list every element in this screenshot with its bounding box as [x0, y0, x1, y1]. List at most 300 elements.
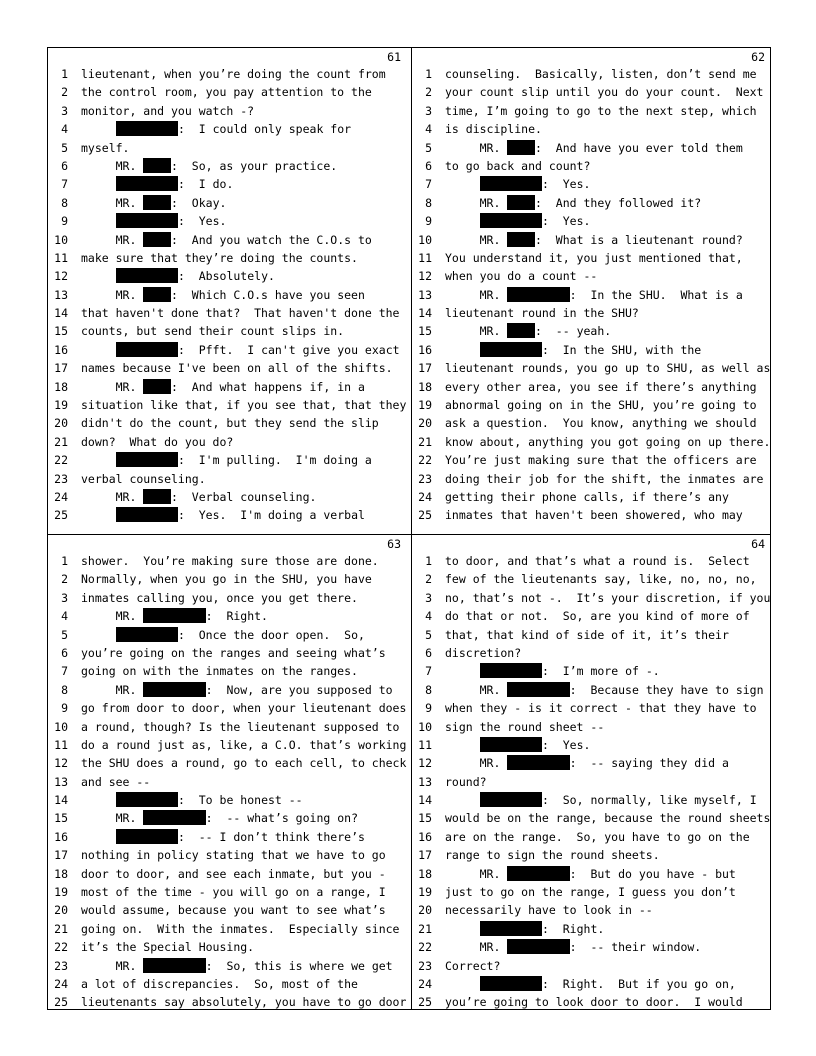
- line-number: 11: [54, 250, 68, 265]
- line-text: : Verbal counseling.: [171, 489, 317, 504]
- transcript-line: [412, 322, 773, 340]
- redaction-box: [480, 213, 542, 228]
- transcript-page-63: [48, 535, 409, 1019]
- line-number: 3: [61, 103, 68, 118]
- line-text: : I do.: [177, 177, 234, 192]
- line-number: 18: [418, 866, 432, 881]
- line-number: 12: [54, 269, 68, 284]
- line-text: lieutenant round in the SHU?: [445, 306, 639, 321]
- transcript-line: [412, 267, 773, 285]
- line-number: 17: [418, 361, 432, 376]
- line-text: MR.: [81, 609, 144, 624]
- line-text: [445, 214, 480, 228]
- line-text: : Yes.: [541, 737, 591, 752]
- line-text: discretion?: [445, 645, 522, 660]
- transcript-line: [412, 920, 773, 938]
- line-text: didn't do the count, but they send the slip: [81, 416, 379, 431]
- line-number: 15: [418, 811, 432, 826]
- redaction-box: [480, 176, 542, 191]
- line-number: 18: [54, 866, 68, 881]
- page-number: 63: [387, 537, 401, 551]
- transcript-line: [48, 589, 409, 607]
- line-number: 19: [418, 398, 432, 413]
- transcript-line: [412, 451, 773, 469]
- transcript-line: [412, 718, 773, 736]
- transcript-line: [48, 975, 409, 993]
- redaction-box: [143, 958, 205, 973]
- line-number: 4: [61, 122, 68, 137]
- transcript-line: [48, 662, 409, 680]
- transcript-line: [412, 570, 773, 588]
- line-text: counts, but send their count slips in.: [81, 324, 345, 339]
- transcript-line: [412, 102, 773, 120]
- line-text: door to door, and see each inmate, but you -: [81, 866, 386, 881]
- line-text: : -- yeah.: [535, 324, 612, 339]
- line-text: MR.: [445, 287, 508, 302]
- transcript-line: [48, 341, 409, 359]
- line-text: [81, 214, 116, 228]
- line-number: 17: [54, 848, 68, 863]
- line-text: : Once the door open. So,: [177, 627, 365, 642]
- redaction-box: [507, 140, 535, 155]
- line-number: 4: [425, 609, 432, 624]
- line-text: myself.: [81, 140, 130, 155]
- line-number: 1: [425, 554, 432, 568]
- line-number: 6: [61, 645, 68, 660]
- line-number: 20: [54, 903, 68, 918]
- line-text: getting their phone calls, if there’s any: [445, 489, 729, 504]
- line-number: 10: [54, 719, 68, 734]
- line-text: Normally, when you go in the SHU, you have: [81, 572, 372, 587]
- line-number: 9: [61, 214, 68, 229]
- line-text: [81, 628, 116, 642]
- line-text: when you do a count --: [445, 269, 598, 284]
- line-text: : Which C.O.s have you seen: [171, 287, 365, 302]
- line-text: know about, anything you got going on up there.: [445, 434, 771, 449]
- line-text: : And you watch the C.O.s to: [171, 232, 372, 247]
- line-number: 13: [54, 287, 68, 302]
- transcript-line: [412, 828, 773, 846]
- transcript-line: [48, 102, 409, 120]
- transcript-line: [48, 249, 409, 267]
- line-text: MR.: [445, 756, 508, 771]
- line-number: 11: [54, 737, 68, 752]
- line-number: 13: [418, 287, 432, 302]
- line-text: : Yes.: [177, 214, 227, 229]
- line-text: : I'm pulling. I'm doing a: [177, 453, 372, 468]
- redaction-box: [507, 287, 569, 302]
- line-text: you’re going on the ranges and seeing what’s: [81, 645, 386, 660]
- redaction-box: [116, 342, 178, 357]
- line-text: MR.: [445, 195, 508, 210]
- line-text: range to sign the round sheets.: [445, 848, 660, 863]
- transcript-line: [48, 920, 409, 938]
- transcript-page-64: [412, 535, 773, 1019]
- transcript-line: [48, 120, 409, 138]
- line-text: MR.: [445, 324, 508, 339]
- line-number: 21: [54, 434, 68, 449]
- line-number: 12: [418, 269, 432, 284]
- redaction-box: [116, 268, 178, 283]
- transcript-line: [412, 139, 773, 157]
- line-text: inmates that haven't been showered, who may: [445, 508, 743, 523]
- line-number: 25: [54, 508, 68, 523]
- line-number: 25: [54, 995, 68, 1010]
- line-text: [81, 508, 116, 522]
- line-text: MR.: [81, 682, 144, 697]
- transcript-line: [412, 865, 773, 883]
- line-number: 14: [54, 793, 68, 808]
- line-number: 16: [418, 829, 432, 844]
- line-number: 3: [425, 103, 432, 118]
- page-number: 61: [387, 50, 401, 64]
- transcript-line: [412, 359, 773, 377]
- line-number: 5: [425, 140, 432, 155]
- line-text: MR.: [445, 140, 508, 155]
- line-number: 2: [425, 572, 432, 587]
- transcript-line: [412, 396, 773, 414]
- transcript-line: [412, 470, 773, 488]
- transcript-line: [48, 322, 409, 340]
- line-text: [81, 453, 116, 467]
- transcript-line: [412, 589, 773, 607]
- transcript-line: [412, 901, 773, 919]
- line-text: : I could only speak for: [177, 122, 352, 137]
- line-number: 1: [61, 67, 68, 81]
- line-text: : Yes. I'm doing a verbal: [177, 508, 365, 523]
- line-text: : Right. But if you go on,: [541, 976, 736, 991]
- line-text: inmates calling you, once you get there.: [81, 590, 358, 605]
- line-text: ask a question. You know, anything we should: [445, 416, 757, 431]
- transcript-line: [412, 304, 773, 322]
- line-number: 14: [54, 306, 68, 321]
- line-number: 23: [54, 471, 68, 486]
- line-number: 1: [425, 67, 432, 81]
- line-text: : And what happens if, in a: [171, 379, 365, 394]
- redaction-box: [480, 737, 542, 752]
- line-text: : Now, are you supposed to: [205, 682, 393, 697]
- line-number: 17: [418, 848, 432, 863]
- transcript-line: [48, 846, 409, 864]
- line-number: 20: [418, 416, 432, 431]
- line-text: [445, 793, 480, 807]
- line-text: [445, 922, 480, 936]
- line-text: [445, 343, 480, 357]
- line-text: do that or not. So, are you kind of more of: [445, 609, 750, 624]
- line-text: doing their job for the shift, the inmates are: [445, 471, 764, 486]
- transcript-line: [48, 809, 409, 827]
- line-text: : In the SHU. What is a: [569, 287, 743, 302]
- redaction-box: [480, 921, 542, 936]
- transcript-line: [48, 286, 409, 304]
- transcript-line: [48, 699, 409, 717]
- transcript-line: [48, 883, 409, 901]
- line-number: 16: [418, 342, 432, 357]
- redaction-box: [143, 158, 171, 173]
- line-text: [81, 177, 116, 191]
- line-text: : -- their window.: [569, 940, 702, 955]
- transcript-line: [48, 83, 409, 101]
- transcript-line: [412, 957, 773, 975]
- line-number: 15: [54, 324, 68, 339]
- line-number: 8: [425, 195, 432, 210]
- line-number: 18: [418, 379, 432, 394]
- page-number: 64: [751, 537, 765, 551]
- line-number: 10: [54, 232, 68, 247]
- line-text: situation like that, if you see that, that they: [81, 398, 407, 413]
- redaction-box: [143, 287, 171, 302]
- line-text: : And have you ever told them: [535, 140, 743, 155]
- transcript-line: [412, 65, 773, 83]
- page-number: 62: [751, 50, 765, 64]
- line-number: 8: [61, 195, 68, 210]
- line-text: when they - is it correct - that they have to: [445, 701, 757, 716]
- line-text: [445, 664, 480, 678]
- line-number: 14: [418, 793, 432, 808]
- line-text: : -- saying they did a: [569, 756, 729, 771]
- line-text: lieutenants say absolutely, you have to go door: [81, 995, 407, 1010]
- line-number: 9: [425, 214, 432, 229]
- redaction-box: [116, 792, 178, 807]
- line-text: MR.: [81, 489, 144, 504]
- line-number: 4: [61, 609, 68, 624]
- line-text: and see --: [81, 774, 151, 789]
- line-text: going on with the inmates on the ranges.: [81, 664, 358, 679]
- redaction-box: [507, 939, 569, 954]
- line-text: : Right.: [205, 609, 268, 624]
- transcript-page-62: [412, 48, 773, 532]
- line-text: MR.: [445, 232, 508, 247]
- line-text: [81, 269, 116, 283]
- line-text: it’s the Special Housing.: [81, 940, 255, 955]
- redaction-box: [507, 232, 535, 247]
- line-number: 6: [425, 158, 432, 173]
- transcript-line: [48, 414, 409, 432]
- transcript-line: [48, 433, 409, 451]
- transcript-line: [412, 83, 773, 101]
- redaction-box: [116, 627, 178, 642]
- line-text: : Because they have to sign: [569, 682, 764, 697]
- line-text: no, that’s not -. It’s your discretion, if you: [445, 590, 771, 605]
- line-text: the SHU does a round, go to each cell, to check: [81, 756, 407, 771]
- line-text: lieutenant, when you’re doing the count from: [81, 67, 386, 81]
- redaction-box: [507, 195, 535, 210]
- line-number: 19: [54, 398, 68, 413]
- line-number: 10: [418, 719, 432, 734]
- line-number: 18: [54, 379, 68, 394]
- line-number: 7: [61, 664, 68, 679]
- transcript-line: [48, 993, 409, 1011]
- line-text: MR.: [445, 866, 508, 881]
- transcript-line: [48, 378, 409, 396]
- redaction-box: [116, 507, 178, 522]
- transcript-line: [412, 120, 773, 138]
- line-text: [445, 738, 480, 752]
- transcript-line: [48, 718, 409, 736]
- line-number: 22: [418, 940, 432, 955]
- transcript-line: [412, 607, 773, 625]
- transcript-line: [412, 378, 773, 396]
- line-number: 4: [425, 122, 432, 137]
- line-text: every other area, you see if there’s anything: [445, 379, 757, 394]
- transcript-line: [412, 414, 773, 432]
- line-text: : Yes.: [541, 177, 591, 192]
- redaction-box: [480, 976, 542, 991]
- transcript-line: [412, 194, 773, 212]
- redaction-box: [507, 682, 569, 697]
- line-number: 13: [418, 774, 432, 789]
- line-number: 15: [418, 324, 432, 339]
- line-text: sign the round sheet --: [445, 719, 605, 734]
- line-text: would be on the range, because the round sheets: [445, 811, 771, 826]
- transcript-line: [412, 938, 773, 956]
- transcript-line: [412, 773, 773, 791]
- line-text: monitor, and you watch -?: [81, 103, 255, 118]
- line-number: 23: [418, 471, 432, 486]
- transcript-line: [412, 883, 773, 901]
- line-text: : Absolutely.: [177, 269, 275, 284]
- line-number: 12: [54, 756, 68, 771]
- line-number: 25: [418, 508, 432, 523]
- line-number: 8: [61, 682, 68, 697]
- transcript-line: [48, 773, 409, 791]
- line-number: 19: [54, 885, 68, 900]
- line-text: : Pfft. I can't give you exact: [177, 342, 400, 357]
- line-number: 7: [425, 177, 432, 192]
- line-text: shower. You’re making sure those are done.: [81, 554, 379, 568]
- redaction-box: [507, 323, 535, 338]
- line-text: : But do you have - but: [569, 866, 736, 881]
- line-text: [81, 793, 116, 807]
- line-text: : -- what’s going on?: [205, 811, 358, 826]
- line-text: nothing in policy stating that we have to go: [81, 848, 386, 863]
- redaction-box: [116, 452, 178, 467]
- line-text: most of the time - you will go on a range, I: [81, 885, 386, 900]
- line-number: 5: [425, 627, 432, 642]
- transcript-line: [412, 249, 773, 267]
- transcript-line: [412, 506, 773, 524]
- transcript-line: [48, 359, 409, 377]
- line-number: 11: [418, 250, 432, 265]
- line-text: down? What do you do?: [81, 434, 234, 449]
- line-text: MR.: [81, 195, 144, 210]
- transcript-line: [48, 570, 409, 588]
- line-number: 6: [61, 158, 68, 173]
- line-text: : Right.: [541, 921, 605, 936]
- line-number: 23: [54, 958, 68, 973]
- line-text: lieutenant rounds, you go up to SHU, as well as: [445, 361, 771, 376]
- line-number: 2: [61, 572, 68, 587]
- transcript-line: [412, 736, 773, 754]
- transcript-line: [412, 157, 773, 175]
- line-text: make sure that they’re doing the counts.: [81, 250, 358, 265]
- line-number: 24: [418, 489, 432, 504]
- transcript-line: [412, 846, 773, 864]
- redaction-box: [116, 213, 178, 228]
- transcript-line: [412, 552, 773, 570]
- transcript-page-61: [48, 48, 409, 532]
- transcript-line: [48, 157, 409, 175]
- transcript-line: [48, 212, 409, 230]
- line-text: you’re going to look door to door. I would: [445, 995, 743, 1010]
- line-number: 2: [61, 85, 68, 100]
- transcript-line: [412, 286, 773, 304]
- line-text: [81, 343, 116, 357]
- line-text: is discipline.: [445, 122, 542, 137]
- transcript-line: [48, 607, 409, 625]
- page-lines: [412, 65, 773, 525]
- line-text: You’re just making sure that the officers are: [445, 453, 757, 468]
- line-text: MR.: [81, 158, 144, 173]
- line-text: : So, this is where we get: [205, 958, 393, 973]
- line-number: 7: [425, 664, 432, 679]
- line-text: few of the lieutenants say, like, no, no, no,: [445, 572, 757, 587]
- line-text: [445, 177, 480, 191]
- line-number: 16: [54, 829, 68, 844]
- line-text: are on the range. So, you have to go on the: [445, 829, 750, 844]
- line-text: [81, 122, 116, 136]
- line-text: would assume, because you want to see what’s: [81, 903, 386, 918]
- line-text: time, I’m going to go to the next step, which: [445, 103, 757, 118]
- line-text: going on. With the inmates. Especially since: [81, 921, 400, 936]
- redaction-box: [143, 195, 171, 210]
- transcript-line: [48, 901, 409, 919]
- line-number: 22: [54, 453, 68, 468]
- transcript-line: [48, 139, 409, 157]
- transcript-line: [48, 65, 409, 83]
- redaction-box: [143, 379, 171, 394]
- transcript-line: [48, 396, 409, 414]
- line-text: MR.: [445, 940, 508, 955]
- line-number: 23: [418, 958, 432, 973]
- line-text: a round, though? Is the lieutenant supposed to: [81, 719, 400, 734]
- line-text: : Yes.: [541, 214, 591, 229]
- transcript-line: [48, 828, 409, 846]
- redaction-box: [116, 176, 178, 191]
- line-number: 12: [418, 756, 432, 771]
- transcript-line: [48, 644, 409, 662]
- line-text: MR.: [81, 379, 144, 394]
- line-text: go from door to door, when your lieutenant does: [81, 701, 407, 716]
- transcript-line: [412, 488, 773, 506]
- transcript-line: [48, 957, 409, 975]
- line-text: : And they followed it?: [535, 195, 702, 210]
- line-text: that haven't done that? That haven't done the: [81, 306, 400, 321]
- transcript-line: [48, 470, 409, 488]
- line-number: 20: [418, 903, 432, 918]
- line-text: MR.: [81, 232, 144, 247]
- line-text: to go back and count?: [445, 158, 591, 173]
- transcript-line: [412, 341, 773, 359]
- redaction-box: [480, 792, 542, 807]
- line-number: 16: [54, 342, 68, 357]
- transcript-line: [412, 681, 773, 699]
- transcript-line: [48, 865, 409, 883]
- line-number: 15: [54, 811, 68, 826]
- line-text: : -- I don’t think there’s: [177, 829, 365, 844]
- transcript-line: [412, 975, 773, 993]
- redaction-box: [143, 232, 171, 247]
- line-text: MR.: [81, 811, 144, 826]
- transcript-line: [412, 662, 773, 680]
- line-number: 2: [425, 85, 432, 100]
- line-number: 9: [425, 701, 432, 716]
- line-text: necessarily have to look in --: [445, 903, 653, 918]
- line-text: the control room, you pay attention to the: [81, 85, 372, 100]
- transcript-line: [412, 993, 773, 1011]
- line-text: round?: [445, 774, 487, 789]
- line-number: 22: [54, 940, 68, 955]
